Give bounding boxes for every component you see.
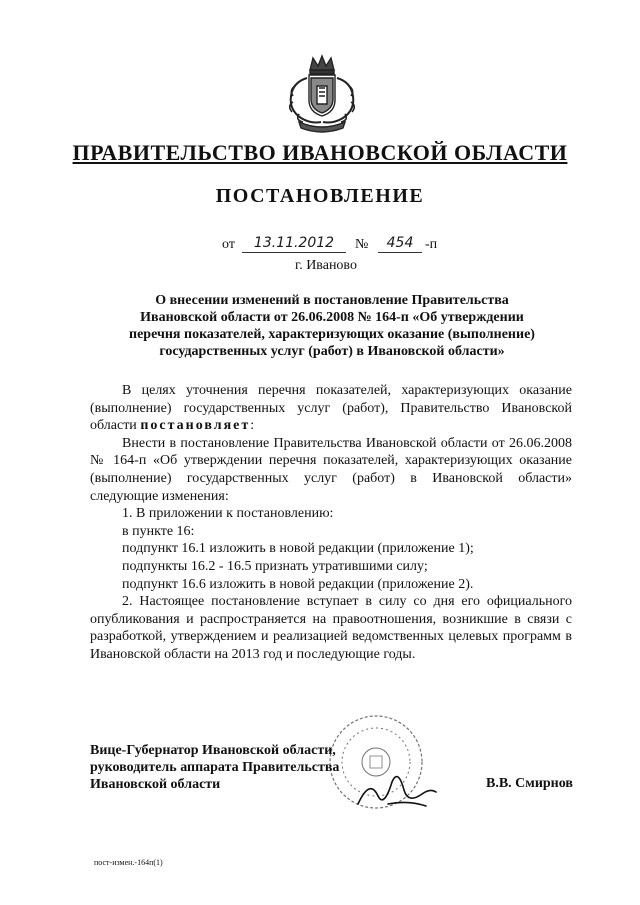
number-sign: № xyxy=(355,237,369,252)
decree-colon: : xyxy=(250,418,255,434)
date-prefix: от xyxy=(222,237,235,252)
city-label: г. Иваново xyxy=(295,258,357,273)
position-line: Ивановской области xyxy=(90,777,221,792)
sub-item: подпункт 16.6 изложить в новой редакции (приложение 2). xyxy=(122,576,474,592)
preamble-paragraph xyxy=(90,382,572,435)
decree-word: постановляет xyxy=(140,418,251,434)
sub-item: 1. В приложении к постановлению: xyxy=(122,506,334,522)
document-body xyxy=(90,382,572,664)
registration-line xyxy=(222,237,482,257)
subject-line: Ивановской области от 26.06.2008 № 164-п «Об утверждении xyxy=(140,310,524,325)
item-intro-paragraph: Внести в постановление Правительства Ивановской области от 26.06.2008 № 164-п «Об утверждении перечня показателей, характеризующих оказание (выполнение) государственных услуг (работ) в Ивановской области» следующие изменения: xyxy=(90,435,572,504)
government-title: ПРАВИТЕЛЬСТВО ИВАНОВСКОЙ ОБЛАСТИ xyxy=(72,140,568,165)
sub-item: подпункт 16.1 изложить в новой редакции (приложение 1); xyxy=(122,541,474,557)
document-type-title: ПОСТАНОВЛЕНИЕ xyxy=(215,185,425,207)
subject-line: О внесении изменений в постановление Правительства xyxy=(155,293,509,308)
document-subject xyxy=(112,292,552,360)
coat-of-arms-emblem xyxy=(283,52,361,134)
date-handwritten: 13.11.2012 xyxy=(242,234,346,253)
signatory-name: В.В. Смирнов xyxy=(486,776,573,791)
number-handwritten: 454 xyxy=(378,234,422,253)
preamble-text: В целях уточнения перечня показателей, характеризующих оказание (выполнение) государственных услуг (работ), Правительство Ивановской области xyxy=(90,383,572,434)
sub-item: в пункте 16: xyxy=(122,523,195,539)
position-line: руководитель аппарата Правительства xyxy=(90,760,340,775)
number-suffix: -п xyxy=(425,237,438,252)
position-line: Вице-Губернатор Ивановской области, xyxy=(90,743,336,758)
subject-line: перечня показателей, характеризующих оказание (выполнение) xyxy=(129,327,535,342)
item2-paragraph: 2. Настоящее постановление вступает в силу со дня его официального опубликования и распространяется на правоотношения, возникшие в связи с разработкой, утверждением и реализацией ведомственных целевых программ в Ивановской области на 2013 год и последующие годы. xyxy=(90,594,572,662)
sub-item: подпункты 16.2 - 16.5 признать утратившими силу; xyxy=(122,558,428,574)
subject-line: государственных услуг (работ) в Ивановской области» xyxy=(159,344,505,359)
file-reference: пост-измен.-164п(1) xyxy=(94,858,163,867)
signatory-position xyxy=(90,742,390,793)
